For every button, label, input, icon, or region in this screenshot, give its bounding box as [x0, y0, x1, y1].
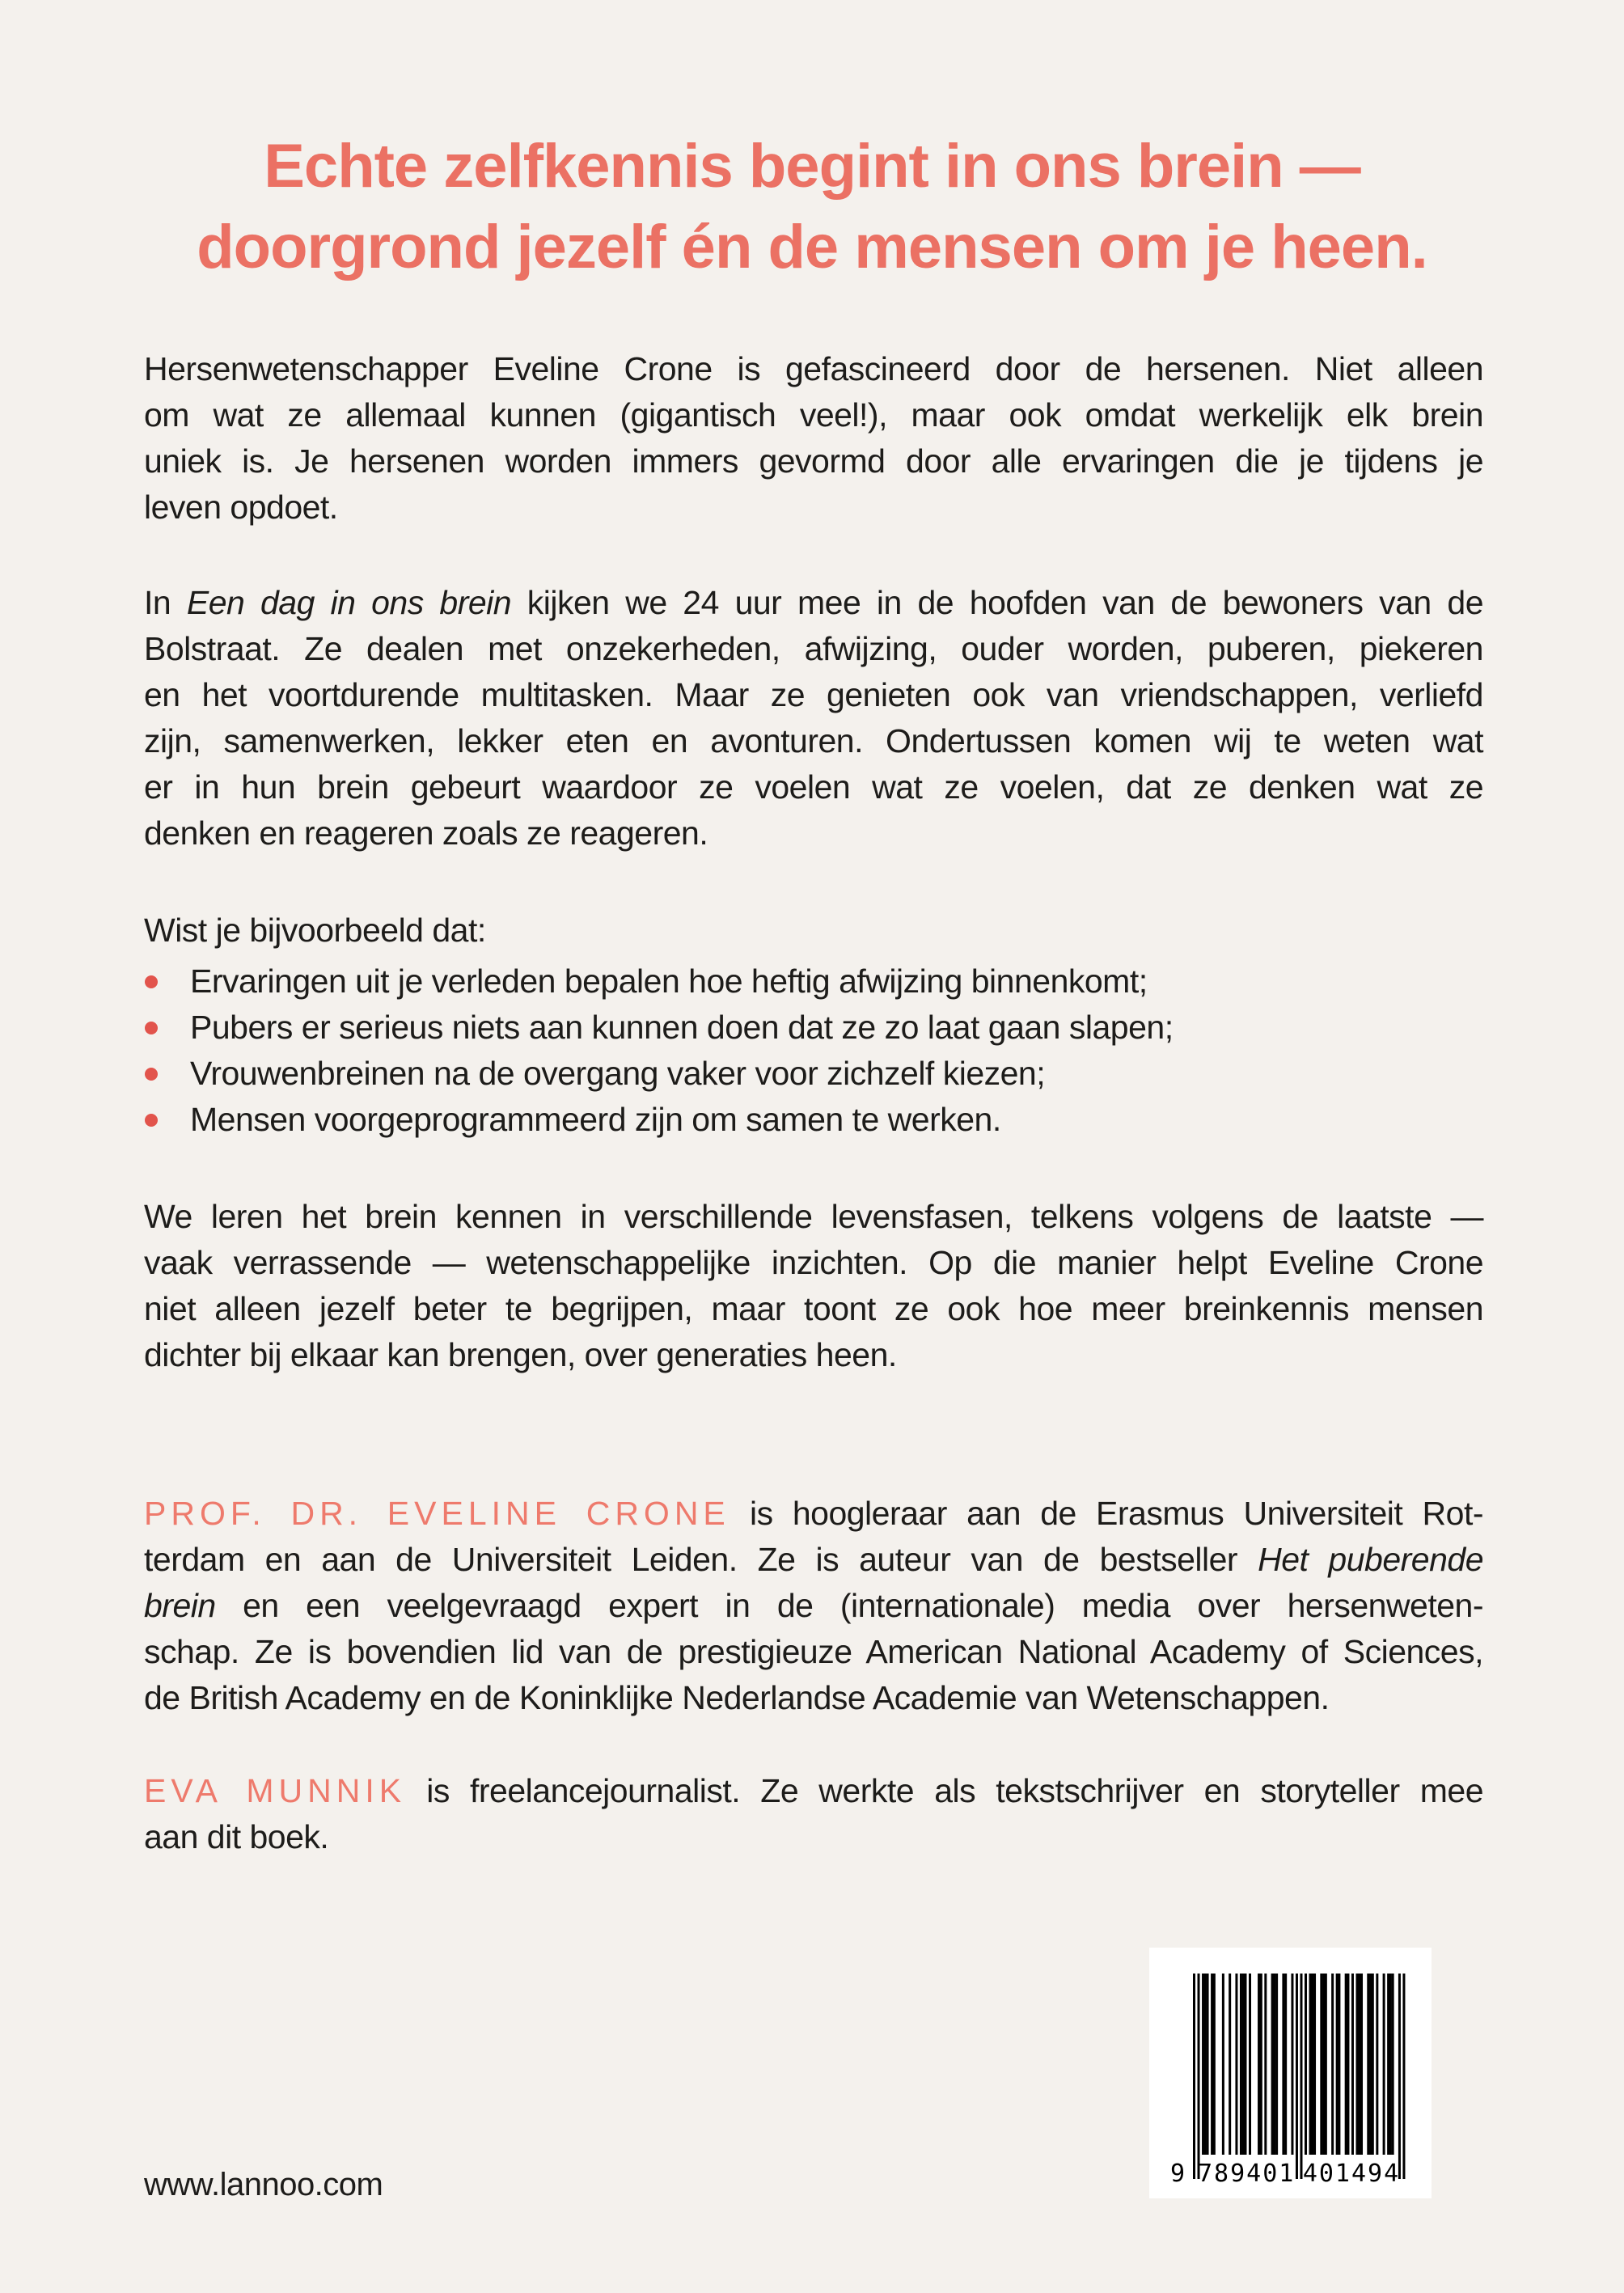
- text-line: schap. Ze is bovendien lid van de prestigieuze American National Academy of Sciences,: [144, 1633, 1483, 1670]
- tagline-line-1: Echte zelfkennis begint in ons brein —: [264, 132, 1360, 201]
- barcode-bars: [1193, 1974, 1405, 2179]
- bullet-dot-icon: [145, 1068, 158, 1081]
- text-line: om wat ze allemaal kunnen (gigantisch veel!), maar ook omdat werkelijk elk brein: [144, 396, 1483, 434]
- tagline-heading: [81, 126, 1543, 288]
- list-item: [144, 1097, 1483, 1143]
- text-line: aan dit boek.: [144, 1818, 329, 1855]
- barcode-number: 789401: [1198, 2160, 1296, 2188]
- text-line: EVA MUNNIK is freelancejournalist. Ze werkte als tekstschrijver en storyteller mee: [144, 1772, 1483, 1809]
- bullet-dot-icon: [145, 975, 158, 988]
- text-line: Bolstraat. Ze dealen met onzekerheden, afwijzing, ouder worden, puberen, piekeren: [144, 630, 1483, 667]
- barcode-number: 401494: [1302, 2160, 1401, 2188]
- isbn-barcode: [1149, 1948, 1432, 2198]
- barcode-number: 9: [1169, 2160, 1187, 2188]
- question-line: Wist je bijvoorbeeld dat:: [144, 912, 486, 949]
- text-line: er in hun brein gebeurt waardoor ze voelen wat ze voelen, dat ze denken wat ze: [144, 768, 1483, 806]
- text-line: zijn, samenwerken, lekker eten en avonturen. Ondertussen komen wij te weten wat: [144, 722, 1483, 759]
- list-item: [144, 1005, 1483, 1051]
- text-line: denken en reageren zoals ze reageren.: [144, 814, 708, 852]
- list-item-text: Pubers er serieus niets aan kunnen doen dat ze zo laat gaan slapen;: [190, 1009, 1174, 1046]
- blurb-paragraph-book: [144, 580, 1483, 857]
- text-line: uniek is. Je hersenen worden immers gevormd door alle ervaringen die je tijdens je: [144, 442, 1483, 480]
- author-name: EVA MUNNIK: [144, 1772, 407, 1809]
- bullet-dot-icon: [145, 1114, 158, 1127]
- text-line: In Een dag in ons brein kijken we 24 uur mee in de hoofden van de bewoners van de: [144, 584, 1483, 621]
- text-line: terdam en aan de Universiteit Leiden. Ze is auteur van de bestseller Het puberende: [144, 1541, 1484, 1578]
- list-item: [144, 958, 1483, 1005]
- text-line: de British Academy en de Koninklijke Nederlandse Academie van Wetenschappen.: [144, 1679, 1330, 1716]
- list-item-text: Mensen voorgeprogrammeerd zijn om samen te werken.: [190, 1101, 1001, 1138]
- text-line: niet alleen jezelf beter te begrijpen, maar toont ze ook hoe meer breinkennis mensen: [144, 1290, 1483, 1327]
- blurb-paragraph-intro: [144, 346, 1483, 531]
- barcode-graphic: [1149, 1948, 1432, 2198]
- author-bio-crone: [144, 1491, 1483, 1721]
- list-item: [144, 1051, 1483, 1097]
- list-item-text: Ervaringen uit je verleden bepalen hoe heftig afwijzing binnenkomt;: [190, 962, 1148, 1000]
- highlights-list: [144, 958, 1483, 1143]
- author-name: PROF. DR. EVELINE CRONE: [144, 1495, 730, 1532]
- text-line: brein en een veelgevraagd expert in de (internationale) media over hersenweten-: [144, 1587, 1483, 1624]
- text-line: dichter bij elkaar kan brengen, over generaties heen.: [144, 1336, 897, 1373]
- text-line: en het voortdurende multitasken. Maar ze genieten ook van vriendschappen, verliefd: [144, 676, 1483, 713]
- publisher-url: www.lannoo.com: [144, 2167, 383, 2202]
- list-item-text: Vrouwenbreinen na de overgang vaker voor zichzelf kiezen;: [190, 1055, 1046, 1092]
- text-line: PROF. DR. EVELINE CRONE is hoogleraar aan de Erasmus Universiteit Rot-: [144, 1495, 1483, 1532]
- author-bio-munnik: [144, 1768, 1483, 1860]
- tagline-line-2: doorgrond jezelf én de mensen om je heen.: [197, 213, 1427, 281]
- text-line: Hersenwetenschapper Eveline Crone is gefascineerd door de hersenen. Niet alleen: [144, 350, 1483, 387]
- bullet-dot-icon: [145, 1022, 158, 1034]
- text-line: We leren het brein kennen in verschillende levensfasen, telkens volgens de laatste —: [144, 1198, 1483, 1235]
- text-line: leven opdoet.: [144, 489, 338, 526]
- blurb-paragraph-closing: [144, 1194, 1483, 1378]
- text-line: vaak verrassende — wetenschappelijke inzichten. Op die manier helpt Eveline Crone: [144, 1244, 1483, 1281]
